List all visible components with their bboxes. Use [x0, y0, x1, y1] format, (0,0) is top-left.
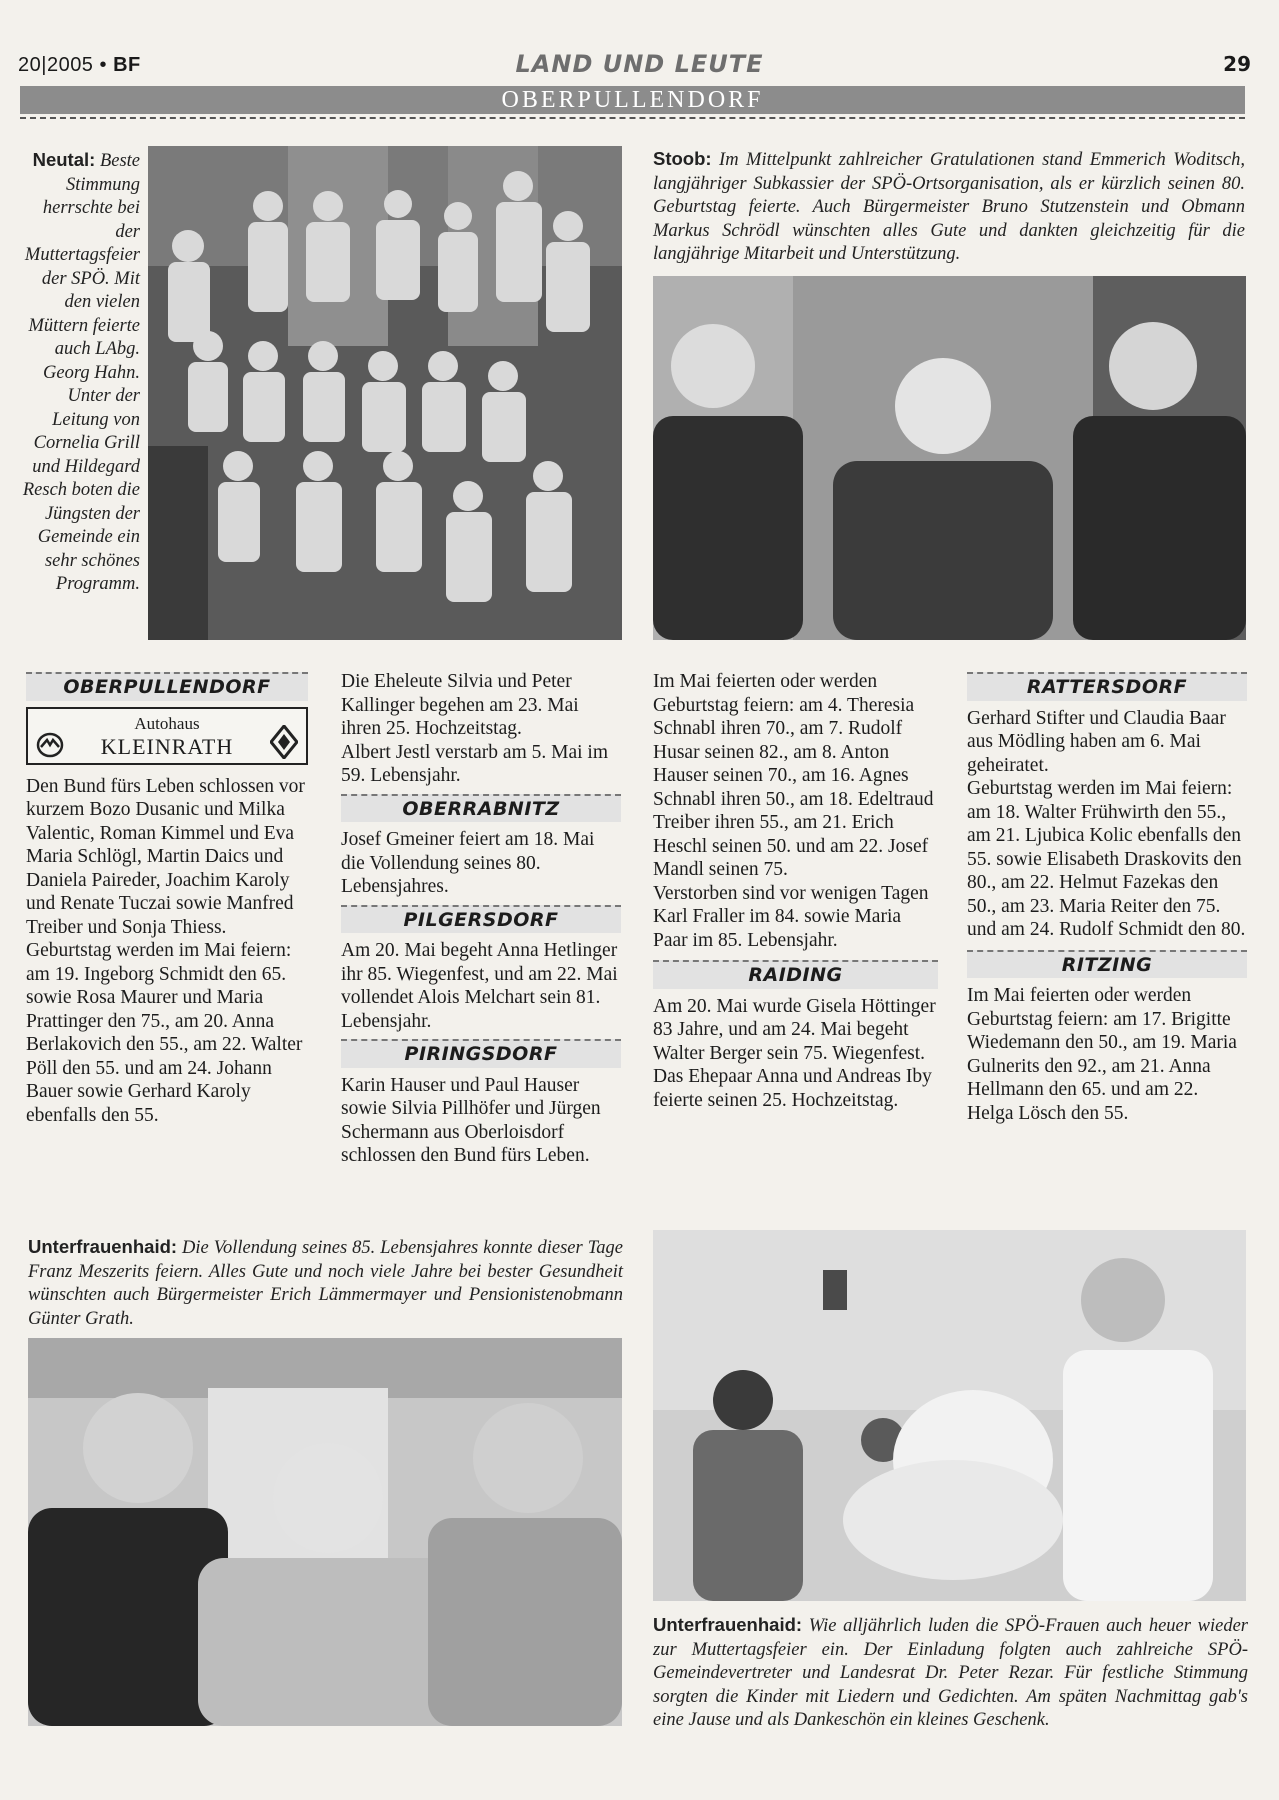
- paragraph: Josef Gmeiner feiert am 18. Mai die Vollendung seines 80. Lebensjahres.: [341, 829, 595, 897]
- paragraph: Am 20. Mai begeht Anna Hetlinger ihr 85. Wiegenfest, und am 22. Mai vollendet Alois Melchart sein 81. Lebensjahr.: [341, 940, 618, 1032]
- renault-logo-icon: [270, 725, 298, 759]
- paragraph: Geburtstag werden im Mai feiern: am 18. Walter Frühwirth den 55., am 21. Ljubica Kolic ebenfalls den 55. sowie Elisabeth Draskovits den 80., am 22. Helmut Fazekas den 50., am 23. Maria Reiter den 75. und am 24. Rudolf Schmidt den 80.: [967, 778, 1246, 940]
- region-banner: OBERPULLENDORF: [20, 86, 1245, 114]
- paragraph: Karin Hauser und Paul Hauser sowie Silvia Pillhöfer und Jürgen Schermann aus Oberloisdorf schlossen den Bund fürs Leben.: [341, 1074, 601, 1166]
- heading-rattersdorf: RATTERSDORF: [967, 672, 1247, 701]
- paragraph: Geburtstag werden im Mai feiern: am 19. Ingeborg Schmidt den 65. sowie Rosa Maurer und Maria Prattinger den 75., am 20. Anna Berlakovich den 55., am 22. Walter Pöll den 55. und am 24. Johann Bauer sowie Gerhard Karoly ebenfalls den 55.: [26, 940, 303, 1126]
- header-rule: [20, 117, 1245, 119]
- caption-unterfrauenhaid-mothersday: Unterfrauenhaid: Wie alljährlich luden die SPÖ-Frauen auch heuer wieder zur Muttertagsfeier ein. Der Einladung folgten auch zahlreiche SPÖ-Gemeindevertreter und Landesrat Dr. Peter Rezar. Für festliche Stimmung sorgten die Kinder mit Liedern und Gedichten. Am späten Nachmittag gab's eine Jause und als Dankeschön ein kleines Geschenk.: [653, 1614, 1248, 1730]
- section-title: LAND UND LEUTE: [515, 50, 764, 78]
- paragraph: Im Mai feierten oder werden Geburtstag feiern: am 4. Theresia Schnabl ihren 70., am 7. Rudolf Husar seinen 82., am 8. Anton Hauser seinen 70., am 16. Agnes Schnabl ihren 50., am 18. Edeltraud Treiber ihren 55., am 21. Erich Heschl seinen 50. und am 22. Josef Mandl seinen 75.: [653, 671, 934, 880]
- photo-unterfrauenhaid-mothersday: [653, 1230, 1246, 1601]
- column-4: [967, 670, 1247, 1125]
- paragraph: Verstorben sind vor wenigen Tagen Karl Fraller im 84. sowie Maria Paar im 85. Lebensjahr.: [653, 882, 929, 951]
- ad-autohaus-kleinrath: [26, 707, 308, 765]
- column-2: [341, 670, 621, 1168]
- column-1: [26, 670, 308, 1127]
- heading-piringsdorf: PIRINGSDORF: [341, 1039, 621, 1068]
- page-number: 29: [1223, 52, 1251, 76]
- caption-unterfrauenhaid-birthday: Unterfrauenhaid: Die Vollendung seines 85. Lebensjahres konnte dieser Tage Franz Meszerits feiern. Alles Gute und noch viele Jahre bei bester Gesundheit wünschten auch Bürgermeister Erich Lämmermayer und Pensionistenobmann Günter Grath.: [28, 1236, 623, 1329]
- heading-oberpullendorf: OBERPULLENDORF: [26, 672, 308, 701]
- photo-unterfrauenhaid-birthday: [28, 1338, 622, 1726]
- heading-ritzing: RITZING: [967, 950, 1247, 979]
- publication-name: BF: [113, 54, 141, 76]
- issue-number: 20|2005 • BF: [18, 54, 141, 76]
- caption-neutal: Neutal: Beste Stimmung herrschte bei der Muttertagsfeier der SPÖ. Mit den vielen Müttern feierte auch LAbg. Georg Hahn. Unter der Leitung von Cornelia Grill und Hildegard Resch boten die Jüngsten der Gemeinde ein sehr schönes Programm.: [22, 149, 140, 594]
- photo-stoob-birthday: [653, 276, 1246, 640]
- paragraph: Das Ehepaar Anna und Andreas Iby feierte seinen 25. Hochzeitstag.: [653, 1066, 932, 1111]
- caption-stoob: Stoob: Im Mittelpunkt zahlreicher Gratulationen stand Emmerich Woditsch, langjähriger Subkassier der SPÖ-Ortsorganisation, als er kürzlich seinen 80. Geburtstag feierte. Auch Bürgermeister Bruno Stutzenstein und Obmann Markus Schrödl wünschten alles Gute und dankten gleichzeitig für die langjährige Mitarbeit und Unterstützung.: [653, 148, 1246, 264]
- paragraph: Den Bund fürs Leben schlossen vor kurzem Bozo Dusanic und Milka Valentic, Roman Kimmel und Eva Maria Schlögl, Martin Daics und Daniela Paireder, Joachim Karoly und Renate Tuczai sowie Manfred Treiber und Sonja Thiess.: [26, 775, 305, 938]
- paragraph: Am 20. Mai wurde Gisela Höttinger 83 Jahre, und am 24. Mai begeht Walter Berger sein 75. Wiegenfest.: [653, 995, 936, 1064]
- ad-line-2: KLEINRATH: [100, 733, 234, 759]
- heading-oberrabnitz: OBERRABNITZ: [341, 794, 621, 823]
- heading-pilgersdorf: PILGERSDORF: [341, 905, 621, 934]
- ad-line-1: Autohaus: [134, 713, 200, 733]
- heading-raiding: RAIDING: [653, 960, 938, 989]
- photo-neutal-children: [148, 146, 622, 640]
- paragraph: Die Eheleute Silvia und Peter Kallinger begehen am 23. Mai ihren 25. Hochzeitstag.: [341, 671, 579, 739]
- paragraph: Gerhard Stifter und Claudia Baar aus Mödling haben am 6. Mai geheiratet.: [967, 707, 1226, 776]
- paragraph: Im Mai feierten oder werden Geburtstag feiern: am 17. Brigitte Wiedemann den 50., am 19. Maria Gulnerits den 92., am 21. Anna Hellmann den 65. und am 22. Helga Lösch den 55.: [967, 985, 1237, 1124]
- paragraph: Albert Jestl verstarb am 5. Mai im 59. Lebensjahr.: [341, 741, 608, 786]
- column-3: [653, 670, 938, 1112]
